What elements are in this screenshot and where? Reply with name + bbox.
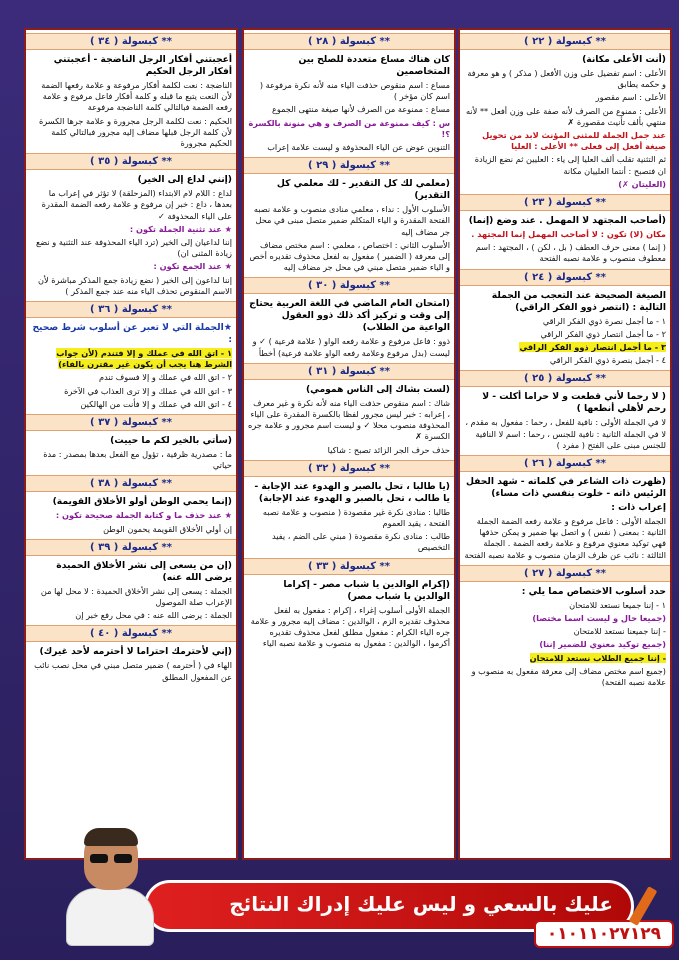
text-28-3: س : كيف ممنوعة من الصرف و هي منونة بالكسرة ؟! [248, 117, 450, 139]
question-33: (إكرام الوالدين يا شباب مصر - إكراما الوالدين يا شباب مصر) [283, 578, 450, 602]
question-34: أعجبتني أفكار الرجل الناضجة - أعجبتني أفكار الرجل الحكيم [53, 54, 232, 77]
capsule-header-33: ** كبسولة ( ٣٣ ) [244, 558, 454, 575]
question-37: (سأتي بالخير لكم ما حييت) [110, 435, 232, 447]
question-30: (امتحان العام الماضي في اللغة العربية يحتاج إلى وقت و تركيز أكد ذلك ذوو العقول الواعية من الطلاب) [249, 298, 450, 334]
column-middle [242, 28, 456, 860]
text-35-4: ★ عند الجمع تكون : [153, 261, 232, 272]
phone-number: ٠١٠١١٠٢٧١٢٩ [534, 920, 674, 948]
text-36-4: ٤ - اتق الله في عملك و إلا فأنت من الهالكين [80, 398, 232, 409]
question-35: (إنني لداع إلى الخير) [137, 174, 232, 186]
shirt-shape [66, 888, 154, 946]
question-28: كان هناك مساع متعددة للصلح بين المتخاصمين [298, 54, 450, 77]
question-25: ( لا رحما لأني قطعت و لا حراما أكلت - لا رحم لأهلي أنطعها ) [482, 391, 666, 415]
question-36: ★الجملة التي لا تعبر عن أسلوب شرط صحيح : [32, 322, 232, 346]
footer [24, 866, 662, 950]
text-27-4: (جميع توكيد معنوي للضمير إننا) [539, 639, 666, 650]
text-32-1: طالبا : منادى نكرة غير مقصودة ( منصوب و علامة نصبه الفتحة ، يقيد العموم [262, 506, 450, 529]
capsule-header-35: ** كبسولة ( ٣٥ ) [26, 153, 236, 170]
capsule-header-38: ** كبسولة ( ٣٨ ) [26, 475, 236, 492]
text-22-3: الأعلى : ممنوع من الصرف لأنه صفة على وزن أفعل ** لأنه منتهي بألف تأنيث مقصورة ✗ [466, 105, 666, 127]
text-28-2: مساع : ممنوعة من الصرف لأنها صيغة منتهى الجموع [271, 104, 450, 115]
text-34-2: الحكيم : نعت لكلمة الرجل مجرورة و علامة جرها الكسرة لأن كلمة الرجل قبلها مضاف إليه مجرور فبالتالي كلمة الحكيم مجرورة [38, 115, 232, 149]
question-29: (معلمي لك كل التقدير - لك معلمي كل التقدير) [276, 178, 450, 202]
text-27-5: - إننا جميع الطلاب نستعد للامتحان [529, 652, 666, 663]
text-22-5: ثم التثنية تقلب ألف العليا إلى ياء : العليين ثم نضع الزيادة ان فتصبح : أنتما العلييان مكانة [474, 154, 666, 176]
capsule-header-24: ** كبسولة ( ٢٤ ) [460, 269, 670, 286]
capsule-header-27: ** كبسولة ( ٢٧ ) [460, 565, 670, 582]
capsule-header-32: ** كبسولة ( ٣٢ ) [244, 460, 454, 477]
text-35-1: لداع : اللام لام الابتداء (المزحلقة) لا تؤثر في إعراب ما بعدها ، داع : خبر إن مرفوع و علامة رفعه الضمة المقدرة على الياء المحذوفة ✓ [41, 188, 232, 221]
question-32: (يا طالبا ، تحل بالصبر و الهدوء عند الإجابة - يا طالب ، تحل بالصبر و الهدوء عند الإجابة) [254, 480, 450, 504]
text-22-4: عند جمل الجملة للمثنى المؤنث لابد من تحويل صيغة أفعل إلى فعلى ** الأعلى : العليا [482, 130, 666, 152]
question-39: (إن من يسعى إلى نشر الأخلاق الحميدة يرضى الله عنه) [56, 559, 232, 583]
text-24-2: ٢ - ما أجمل انتصار ذوي الفكر الراقي [540, 328, 666, 339]
text-35-2: ★ عند تثنية الجملة تكون : [129, 223, 232, 234]
text-23-1: مكان (لا) تكون : لا أصاحب المهمل إنما المجتهد . [471, 229, 666, 240]
text-24-1: ١ - ما أجمل نصرة ذوي الفكر الراقي [542, 315, 666, 326]
glasses-right-icon [114, 854, 132, 863]
text-29-2: الأسلوب الثاني : اختصاص ، معلمي : اسم مختص مضاف إلى معرفة ( الضمير ) مفعول به لفعل محذوف تقديره أخص و الياء ضمير متصل مبني في محل جر مضاف إليه [249, 239, 450, 273]
question-23: (أصاحب المجتهد لا المهمل . عند وضع (إنما) [468, 215, 666, 227]
text-31-2: حذف حرف الجر الزائد تصبح : شاكيا [327, 444, 450, 455]
text-27-3: - إننا جميعنا نستعد للامتحان [573, 626, 666, 637]
text-26-2: الجملة الأولى : فاعل مرفوع و علامة رفعه الضمة الجملة الثانية : بمعنى ( نفس ) و اتصل بها ضمير و يمكن حذفها فهي توكيد معنوي مرفوع و علامة رفعه الضمة . الجملة الثالثة : نائب عن ظرف الزمان منصوب و علامة نصبه الفتحة [464, 516, 666, 560]
capsule-header-25: ** كبسولة ( ٢٥ ) [460, 370, 670, 387]
hair-shape [84, 828, 138, 846]
text-37-1: ما : مصدرية ظرفية ، تؤول مع الفعل بعدها بمصدر : مدة حياتي [43, 449, 232, 471]
capsule-header-22: ** كبسولة ( ٢٢ ) [460, 33, 670, 50]
text-35-5: إننا لداعون إلى الخير ( نضع زيادة جمع المذكر مباشرة لأن الاسم المنقوص تحذف الياء منه عند جمع المذكر ) [37, 274, 232, 296]
text-28-4: التنوين عوض عن الياء المحذوفة و ليست علامة إعراب [267, 142, 450, 153]
question-22: (أنت الأعلى مكانة) [582, 54, 666, 65]
capsule-header-29: ** كبسولة ( ٢٩ ) [244, 157, 454, 174]
text-33-1: الجملة الأولى أسلوب إغراء ، إكرام : مفعول به لفعل محذوف تقديره الزم ، الوالدين : مضاف إليه مجرور و علامة جره الياء الكرام : مفعول مطلق لفعل محذوف تقديره أكرموا ، الوالدين : مفعول به منصوب و علامة نصبه الياء [250, 604, 450, 649]
capsule-header-28: ** كبسولة ( ٢٨ ) [244, 33, 454, 50]
motto-text: عليك بالسعي و ليس عليك إدراك النتائج [229, 892, 613, 916]
text-29-1: الأسلوب الأول : نداء ، معلمي منادى منصوب و علامة نصبه الفتحة المقدرة و الياء المتكلم ضمير متصل مبنى في محل جر مضاف إليه [253, 204, 450, 237]
text-28-1: مساع : اسم منقوص حذفت الياء منه لأنه نكرة مرفوعة ( اسم كان مؤخر ) [259, 80, 450, 102]
text-23-2: ( إنما ) معنى حرف العطف ( بل ، لكن ) ، المجتهد : اسم معطوف منصوب و علامة نصبه الفتحة [475, 242, 666, 264]
text-38-2: إن أولي الأخلاق القويمة يحمون الوطن [103, 523, 232, 534]
capsule-header-34: ** كبسولة ( ٣٤ ) [26, 33, 236, 50]
capsule-header-31: ** كبسولة ( ٣١ ) [244, 363, 454, 380]
text-22-2: الأعلى : اسم مقصور [595, 92, 666, 103]
text-32-2: طالب : منادى نكرة مقصودة ( مبني على الضم ، يفيد التخصيص [271, 531, 450, 553]
capsule-header-37: ** كبسولة ( ٣٧ ) [26, 414, 236, 431]
text-38-1: ★ عند حذف ما و كتابة الجملة صحيحة تكون : [55, 510, 232, 521]
text-36-3: ٣ - اتق الله في عملك و إلا ترى العذاب في الآخرة [64, 385, 232, 396]
text-40-1: الهاء في ( أحترمه ) ضمير متصل مبني في محل نصب نائب عن المفعول المطلق [34, 660, 232, 682]
column-right [458, 28, 672, 860]
text-39-1: الجملة : يسعى إلى نشر الأخلاق الحميدة : لا محل لها من الإعراب صلة الموصول [40, 585, 232, 608]
capsule-header-26: ** كبسولة ( ٢٦ ) [460, 455, 670, 472]
text-24-3: ٣ - ما أجمل انتصار ذوو الفكر الراقي [519, 342, 666, 353]
question-40: (إني لأحترمك احتراما لا أحترمه لأحد غيرك) [39, 646, 232, 658]
text-36-2: ٢ - اتق الله في عملك و إلا فسوف تندم [99, 372, 232, 383]
text-22-1: الأعلى : اسم تفضيل على وزن الأفعل ( مذكر ) و هو معرفة و حكمه يطابق [467, 68, 666, 90]
text-27-1: ١ - إننا جميعا نستعد للامتحان [569, 599, 666, 610]
question-24: الصيغة الصحيحة عند التعجب من الجملة التالية : (انتصر ذوو الفكر الراقي) [491, 289, 666, 313]
capsule-header-23: ** كبسولة ( ٢٣ ) [460, 194, 670, 211]
glasses-left-icon [90, 854, 108, 863]
capsule-header-30: ** كبسولة ( ٣٠ ) [244, 277, 454, 294]
text-36-1: ١ - اتق الله في عملك و إلا فتندم (لأن جواب الشرط هنا يجب أن يكون غير مقترن بالفاء) [56, 348, 232, 370]
question-31: (لست بشاك إلى الناس همومي) [305, 383, 450, 395]
question-26: (ظهرت ذات الشاعر في كلماته - شهد الحفل الرئيس ذاته - خلوت بنفسي ذات مساء) [465, 476, 666, 500]
text-30-1: ذوو : فاعل مرفوع و علامة رفعه الواو ( علامة فرعية ) ✓ و ليست (بدل مرفوع وعلامة رفعه الواو علامة فرعية) أخطأ [252, 336, 450, 358]
capsule-header-39: ** كبسولة ( ٣٩ ) [26, 539, 236, 556]
question-27: حدد أسلوب الاختصاص مما يلي : [521, 585, 666, 597]
text-27-2: (جميعا حال و ليست اسما مختصا) [532, 613, 666, 624]
column-left [24, 28, 238, 860]
text-24-4: ٤ - أجمل بنصرة ذوي الفكر الراقي [549, 355, 666, 366]
text-22-6: (العليتان ✗) [618, 178, 666, 189]
text-27-6: (جميع اسم مختص مضاف إلى معرفة مفعول به منصوب و علامة نصبه الفتحة) [471, 665, 666, 688]
text-35-3: إننا لداعيان إلى الخير (ترد الياء المحذوفة عند التثنية و نضع زيادة المثنى ان) [35, 237, 232, 259]
text-31-1: شاك : اسم منقوص حذفت الياء منه لأنه نكرة و غير معرف ، إعرابه : خبر ليس مجرور لفظا بالكسرة المقدرة على الياء المحذوفة منصوب محلا ✓ و ليست اسم مجرور و علامة جره الكسرة ✗ [248, 397, 450, 442]
question-38: (إنما يحمي الوطن أولو الأخلاق القويمة) [52, 496, 232, 508]
teacher-photo [64, 828, 154, 946]
text-39-2: الجملة : يرضى الله عنه : في محل رفع خبر إن [75, 610, 232, 621]
text-26-1: إعراب ذات : [611, 502, 666, 514]
text-34-1: الناضجة : نعت لكلمة أفكار مرفوعة و علامة رفعها الضمة لأن النعت يتبع ما قبله و كلمة أفكار فاعل مرفوع و علامة رفعه الضمة فبالتالي كلمة الناضجة مرفوعة [41, 80, 232, 113]
capsule-header-36: ** كبسولة ( ٣٦ ) [26, 301, 236, 318]
text-25-1: لا في الجملة الأولى : نافية للفعل ، رحما : مفعول به مقدم ، لا في الجملة الثانية : نافية للجنس ، رحما : اسم لا النافية للجنس مبنى على الفتح ( مفرد ) [465, 417, 666, 450]
capsule-header-40: ** كبسولة ( ٤٠ ) [26, 625, 236, 642]
